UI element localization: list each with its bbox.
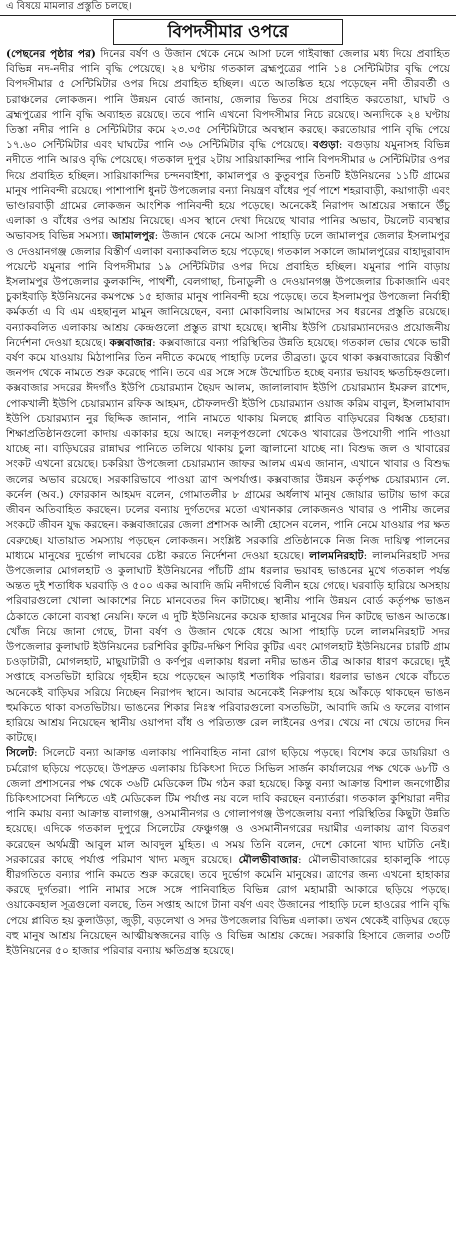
paragraph-1-content	[6, 48, 450, 744]
continued-from-label: (পেছনের পৃষ্ঠার পর)	[6, 48, 96, 60]
place-name: জামালপুর	[112, 230, 155, 243]
article-text: : কক্সবাজারে বন্যা পরিস্থিতির উন্নতি হয়েছে। গতকাল ভোর থেকে ভারী বর্ষণ কমে যাওয়ায় মিঠাপানির তিন নদীতে কমেছে পাহাড়ি ঢলের তীব্রতা। ডুবে থাকা কক্সবাজারের বিস্তীর্ণ জনপদ থেকে নামতে শুরু করেছে পানি। তবে এর সঙ্গে সঙ্গে উম্মোচিত হচ্ছে বন্যার ভয়াবহ ক্ষতচিহ্নগুলো। কক্সবাজার সদরের ঈদগাঁও ইউপি চেয়ারম্যান ছৈয়দ আলম, জালালাবাদ ইউপি চেয়ারম্যান ইমরুল রাশেদ, পোকখালী ইউপি চেয়ারম্যান রফিক আহমদ, চৌফলদণ্ডী ইউপি চেয়ারম্যান ওয়াজ করিম বাবুল, ইসলামাবাদ ইউপি চেয়ারম্যান নুর ছিদ্দিক জানান, পানি নামতে থাকায় মিলছে প্লাবিত বাড়িঘরের বিধ্বস্ত চেহারা। শিক্ষাপ্রতিষ্ঠানগুলো কাদায় একাকার হয়ে আছে। নলকূপগুলো থেকেও খাবারের উপযোগী পানি পাওয়া যাচ্ছে না। বাড়িঘরের রান্নাঘর পানিতে তলিয়ে থাকায় চুলা জ্বালানো যাচ্ছে না। বিশুদ্ধ জল ও খাবারের সংকট এখনো রয়েছে। চকরিয়া উপজেলা চেয়ারম্যান জাফর আলম এমএ জানান, এখানে খাবার ও বিশুদ্ধ জলের অভাব রয়েছে। সরকারিভাবে পাওয়া ত্রাণ অপর্যাপ্ত। কক্সবাজার উন্নয়ন কর্তৃপক্ষ চেয়ারম্যান লে. কর্নেল (অব.) ফোরকান আহমদ বলেন, গোমাতলীর ৮ গ্রামের অর্ধলাখ মানুষ জোয়ার ভাটায় ভাগ করে জীবন অতিবাহিত করছেন। ঢলের বন্যায় দুর্গতদের মতো এখানকার লোকজনও খাবার ও পানীয় জলের সংকটে জীবন যুদ্ধ করছেন। কক্সবাজারের জেলা প্রশাসক আলী হোসেন বলেন, পানি নেমে যাওয়ার পর ক্ষত বেরুচ্ছে। যাতায়াত সমস্যায় পড়ছেন লোকজন। সংশ্লিষ্ট সরকারি প্রতিষ্ঠানকে নিজ নিজ দায়িত্ব পালনের মাধ্যমে মানুষের দুর্ভোগ লাঘবের চেষ্টা করতে নির্দেশনা দেওয়া হয়েছে।	[6, 336, 450, 562]
article-text: দিনের বর্ষণ ও উজান থেকে নেমে আসা ঢলে গাইবান্ধা জেলার মধ্য দিয়ে প্রবাহিত বিভিন্ন নদ-নদীর পানি বৃদ্ধি পেয়েছে। ২৪ ঘণ্টায় গতকাল ব্রহ্মপুত্রের পানি ১৪ সেন্টিমিটার বৃদ্ধি পেয়ে বিপদসীমার ৫ সেন্টিমিটার ওপর দিয়ে প্রবাহিত হচ্ছিল। এতে আতঙ্কিত হয়ে পড়েছেন নদী তীরবর্তী ও চরাঞ্চলের লোকজন। পানি উন্নয়ন বোর্ড জানায়, জেলার ভিতর দিয়ে প্রবাহিত করতোয়া, ঘাঘট ও ব্রহ্মপুত্রের পানি বৃদ্ধি অব্যাহত রয়েছে। তবে পানি এখনো বিপদসীমার নিচে রয়েছে। অন্যদিকে ২৪ ঘণ্টায় তিস্তা নদীর পানি ৪ সেন্টিমিটার কমে ২৩.৩৫ সেন্টিমিটারে অবস্থান করছে। করতোয়ার পানি বৃদ্ধি পেয়ে ১৭.৬০ সেন্টিমিটার এবং ঘাঘটের পানি ৩৬ সেন্টিমিটার বৃদ্ধি পেয়েছে।	[6, 48, 450, 152]
article-text: : উজান থেকে নেমে আসা পাহাড়ি ঢলে জামালপুর জেলার ইসলামপুর ও দেওয়ানগঞ্জ জেলার বিস্তীর্ণ এলাকা বন্যাকবলিত হয়ে পড়েছে। গতকাল সকালে জামালপুরের বাহাদুরাবাদ পয়েন্টে যমুনার পানি বিপদসীমার ১৯ সেন্টিমিটার ওপর দিয়ে প্রবাহিত হচ্ছিল। যমুনার পানি বাড়ায় ইসলামপুর উপজেলার কুলকান্দি, পাথর্শী, বেলগাছা, চিনাডুলী ও দেওয়ানগঞ্জ উপজেলার চিকাজানি এবং চুকাইবাড়ি ইউনিয়নের কমপক্ষে ১৫ হাজার মানুষ পানিবন্দী হয়ে পড়েছে। তবে ইসলামপুর উপজেলা নির্বাহী কর্মকর্তা এ বি এম এহছানুল মামুন জানিয়েছেন, বন্যা মোকাবিলায় আমাদের সব ধরনের প্রস্তুতি রয়েছে। বন্যাকবলিত এলাকায় আশ্রয় কেন্দ্রগুলো প্রস্তুত রাখা হয়েছে। স্থানীয় ইউপি চেয়ারম্যানদেরও প্রয়োজনীয় নির্দেশনা দেওয়া হয়েছে।	[6, 230, 450, 349]
headline: বিপদসীমার ওপরে	[113, 19, 343, 45]
place-name: লালমনিরহাট	[309, 549, 364, 562]
place-name: কক্সবাজার	[109, 336, 153, 349]
place-name: মৌলভীবাজার	[238, 853, 298, 866]
place-name: বগুড়া	[312, 139, 339, 152]
article-text: : বগুড়ায় যমুনাসহ বিভিন্ন নদীতে পানি আরও বৃদ্ধি পেয়েছে। গতকাল দুপুর ২টায় সারিয়াকান্দির পানি বিপদসীমার ৬ সেন্টিমিটার ওপর দিয়ে প্রবাহিত হচ্ছিল। সারিয়াকান্দির চন্দনবাইশা, কামালপুর ও কুতুবপুর তিনটি ইউনিয়নের ১১টি গ্রামের মানুষ পানিবন্দী রয়েছে। পাশাপাশি ধুনট উপজেলার বন্যা নিয়ন্ত্রণ বাঁধের পূর্ব পাশে শহরাবাড়ী, কয়াগাড়ী এবং ভাণ্ডারবাড়ী গ্রামের লোকজন আংশিক পানিবন্দী হয়ে পড়েছে। অনেকেই নিরাপদ আশ্রয়ের সন্ধানে উঁচু এলাকা ও বাঁধের ওপর আশ্রয় নিয়েছে। এসব স্থানে দেখা দিয়েছে খাবার পানির অভাব, টয়লেট ব্যবস্থার অভাবসহ বিভিন্ন সমস্যা।	[6, 139, 450, 243]
article-text: : লালমনিরহাট সদর উপজেলার মোগলহাট ও কুলাঘাট ইউনিয়নের পাঁচটি গ্রাম ধরলার ভয়াবহ ভাঙনের মুখে গতকাল পর্যন্ত অন্তত দুই শতাধিক ঘরবাড়ি ও ৫০০ একর আবাদি জমি নদীগর্ভে বিলীন হয়ে গেছে। ঘরবাড়ি হারিয়ে অসহায় পরিবারগুলো খোলা আকাশের নিচে মানবেতর দিন কাটাচ্ছে। স্থানীয় পানি উন্নয়ন বোর্ড কর্তৃপক্ষ ভাঙন ঠেকাতে কোনো ব্যবস্থা নেয়নি। ফলে এ দুটি ইউনিয়নের কয়েক হাজার মানুষের দিন কাটছে ভাঙন আতঙ্কে। খোঁজ নিয়ে জানা গেছে, টানা বর্ষণ ও উজান থেকে ধেয়ে আসা পাহাড়ি ঢলে লালমনিরহাট সদর উপজেলার কুলাঘাট ইউনিয়নের চরশিবির কুটির-দক্ষিণ শিবির কুটির এবং মোগলহাট ইউনিয়নের চারটি গ্রাম চওড়াটারী, মোগলহাট, মাছুয়াটারী ও কর্ণপুর এলাকায় ধরলা নদীর ভাঙন তীব্র আকার ধারণ করেছে। দুই সপ্তাহে বসতভিটা হারিয়ে গৃহহীন হয়ে পড়েছেন আড়াই শতাধিক পরিবার। ধরলার ভাঙন থেকে বাঁচতে অনেকেই বাড়িঘর সরিয়ে নিচ্ছেন নিরাপদ স্থানে। আবার অনেকেই নিরুপায় হয়ে আঁকড়ে থাকছেন ভাঙন হুমকিতে থাকা বসতভিটায়। ভাঙনের শিকার নিঃস্ব পরিবারগুলো বসতভিটা, আবাদি জমি ও ফলের বাগান হারিয়ে আশ্রয় নিয়েছেন স্থানীয় ওয়াপদা বাঁধ ও পরিত্যক্ত রেল লাইনের ওপর। খেয়ে না খেয়ে তাদের দিন কাটছে।	[6, 549, 450, 745]
place-name: সিলেট	[6, 747, 34, 760]
previous-article-tail: এ বিষয়ে মামলার প্রস্তুতি চলছে।	[0, 0, 456, 16]
article-text: : সিলেটে বন্যা আক্রান্ত এলাকায় পানিবাহিত নানা রোগ ছড়িয়ে পড়ছে। বিশেষ করে ডায়রিয়া ও চর্মরোগ ছড়িয়ে পড়েছে। উপদ্রুত এলাকায় চিকিৎসা দিতে সিভিল সার্জন কার্যালয়ের পক্ষ থেকে ৬৮টি ও জেলা প্রশাসনের পক্ষ থেকে ৩৬টি মেডিকেল টিম গঠন করা হয়েছে। কিন্তু বন্যা আক্রান্ত বিশাল জনগোষ্ঠীর চিকিৎসাসেবা নিশ্চিতে এই মেডিকেল টিম পর্যাপ্ত নয় বলে দাবি করছেন বন্যার্তরা। গতকাল কুশিয়ারা নদীর পানি কমায় বন্যা আক্রান্ত বালাগঞ্জ, ওসমানীনগর ও গোলাপগঞ্জ উপজেলায় বন্যা পরিস্থিতির কিছুটা উন্নতি হয়েছে। এদিকে গতকাল দুপুরে সিলেটের ফেঞ্চুগঞ্জ ও ওসমানীনগরের দয়ামীর এলাকায় ত্রাণ বিতরণ করেছেন অর্থমন্ত্রী আবুল মাল আবদুল মুহিত। এ সময় তিনি বলেন, দেশে কোনো খাদ্য ঘাটতি নেই। সরকারের কাছে পর্যাপ্ত পরিমাণ খাদ্য মজুদ রয়েছে।	[6, 747, 450, 866]
article-body	[6, 47, 450, 1243]
article-paragraph-1	[6, 47, 450, 746]
article-text: : মৌলভীবাজারের হাকালুকি পাড়ে ধীরগতিতে বন্যার পানি কমতে শুরু করেছে। তবে দুর্ভোগ কমেনি মানুষের। ত্রাণের জন্য এখনো হাহাকার করছে দুর্গতরা। পানি নামার সঙ্গে সঙ্গে পানিবাহিত বিভিন্ন রোগ মহামারী আকারে ছড়িয়ে পড়ছে। ওয়াকেবহাল সূত্রগুলো বলছে, তিন সপ্তাহ আগে টানা বর্ষণ এবং উজানের পাহাড়ি ঢলে হাওরের পানি বৃদ্ধি পেয়ে প্লাবিত হয় কুলাউড়া, জুড়ী, বড়লেখা ও সদর উপজেলার বিভিন্ন এলাকা। তখন থেকেই বাড়িঘর ছেড়ে বহু মানুষ আশ্রয় নিয়েছেন আত্মীয়স্বজনের বাড়ি ও বিভিন্ন আশ্রয় কেন্দ্রে। সরকারি হিসাবে জেলার ৩৩টি ইউনিয়নের ৫০ হাজার পরিবার বন্যায় ক্ষতিগ্রস্ত হয়েছে।	[6, 853, 450, 957]
article-paragraph-2	[6, 746, 450, 959]
